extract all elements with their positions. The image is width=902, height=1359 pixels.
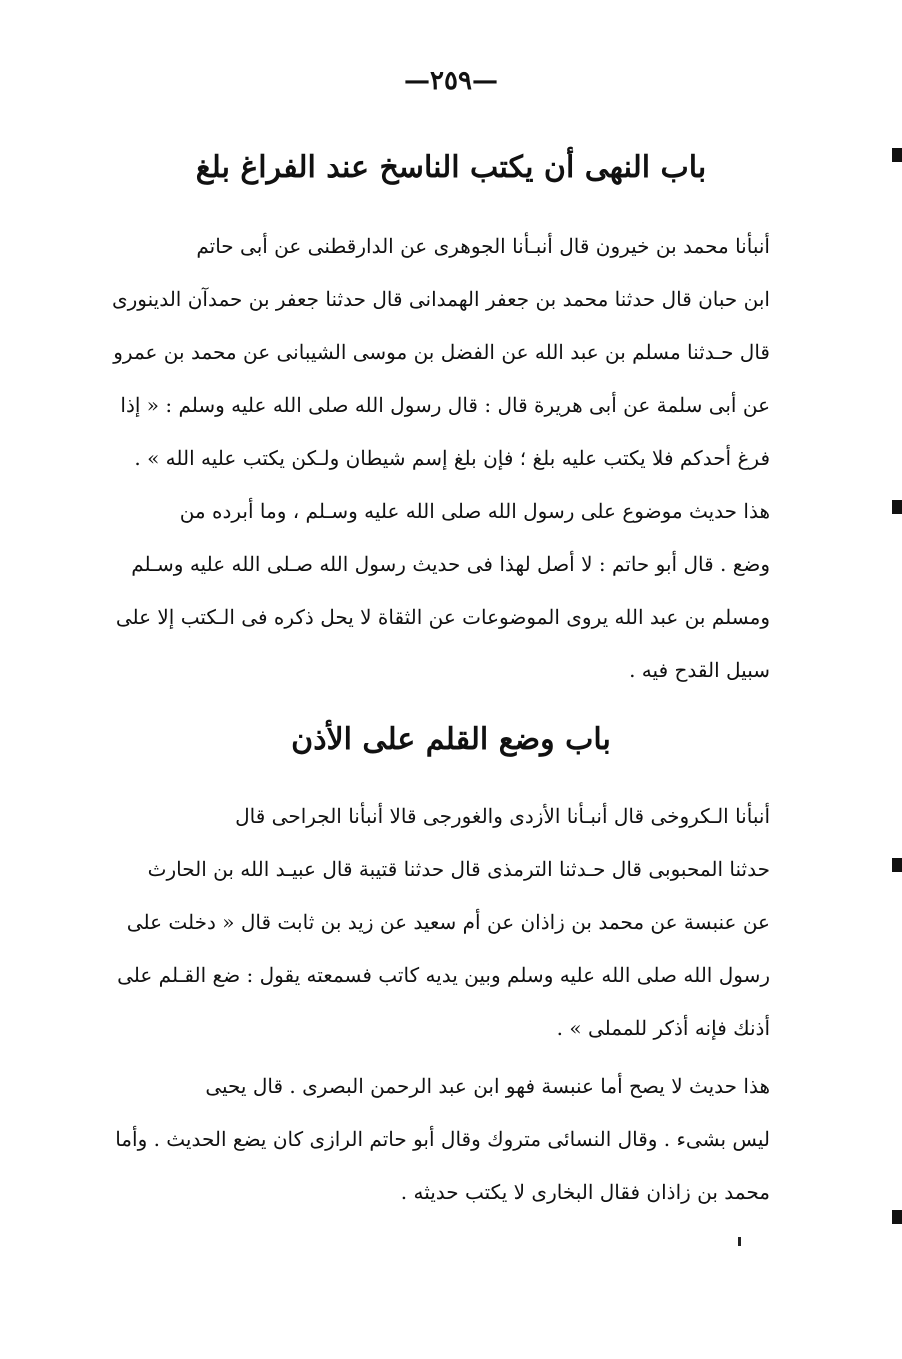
text-line: أنبأنا محمد بن خيرون قال أنبـأنا الجوهرى عن الدارقطنى عن أبى حاتم	[196, 234, 770, 258]
section-heading-2: باب وضع القلم على الأذن	[291, 722, 611, 757]
text-line: هذا حديث لا يصح أما عنبسة فهو ابن عبد الرحمن البصرى . قال يحيى	[205, 1074, 770, 1098]
page-number: —٢٥٩—	[404, 66, 498, 96]
text-line: رسول الله صلى الله عليه وسلم وبين يديه كاتب فسمعته يقول : ضع القـلم على	[117, 963, 770, 987]
text-line: فرغ أحدكم فلا يكتب عليه بلغ ؛ فإن بلغ إسم شيطان ولـكن يكتب عليه الله » .	[134, 446, 770, 470]
paragraph-isnad-1	[108, 220, 770, 485]
ink-speck	[738, 1237, 741, 1246]
text-line: عن عنبسة عن محمد بن زاذان عن أم سعيد عن زيد بن ثابت قال « دخلت على	[126, 910, 770, 934]
text-line: أنبأنا الـكروخى قال أنبـأنا الأزدى والغورجى قالا أنبأنا الجراحى قال	[235, 804, 770, 828]
paragraph-commentary-2	[108, 1060, 770, 1219]
text-line: ومسلم بن عبد الله يروى الموضوعات عن الثقاة لا يحل ذكره فى الـكتب إلا على	[115, 605, 770, 629]
text-line: سبيل القدح فيه .	[629, 658, 770, 682]
text-line: حدثنا المحبوبى قال حـدثنا الترمذى قال حدثنا قتيبة قال عبيـد الله بن الحارث	[147, 857, 770, 881]
text-line: عن أبى سلمة عن أبى هريرة قال : قال رسول الله صلى الله عليه وسلم : « إذا	[120, 393, 770, 417]
margin-mark	[892, 500, 902, 514]
text-line: قال حـدثنا مسلم بن عبد الله عن الفضل بن موسى الشيبانى عن محمد بن عمرو	[113, 340, 770, 364]
text-line: وضع . قال أبو حاتم : لا أصل لهذا فى حديث رسول الله صـلى الله عليه وسـلم	[131, 552, 770, 576]
text-line: أذنك فإنه أذكر للمملى » .	[556, 1016, 770, 1040]
paragraph-isnad-2	[108, 790, 770, 1055]
text-line: ابن حبان قال حدثنا محمد بن جعفر الهمدانى قال حدثنا جعفر بن حمدآن الدينورى	[111, 287, 770, 311]
section-heading-1: باب النهى أن يكتب الناسخ عند الفراغ بلغ	[195, 150, 707, 185]
paragraph-commentary-1	[108, 485, 770, 697]
margin-mark	[892, 1210, 902, 1224]
text-line: محمد بن زاذان فقال البخارى لا يكتب حديثه .	[400, 1180, 770, 1204]
text-line: هذا حديث موضوع على رسول الله صلى الله عليه وسـلم ، وما أبرده من	[179, 499, 770, 523]
margin-mark	[892, 148, 902, 162]
text-line: ليس بشىء . وقال النسائى متروك وقال أبو حاتم الرازى كان يضع الحديث . وأما	[115, 1127, 770, 1151]
margin-mark	[892, 858, 902, 872]
